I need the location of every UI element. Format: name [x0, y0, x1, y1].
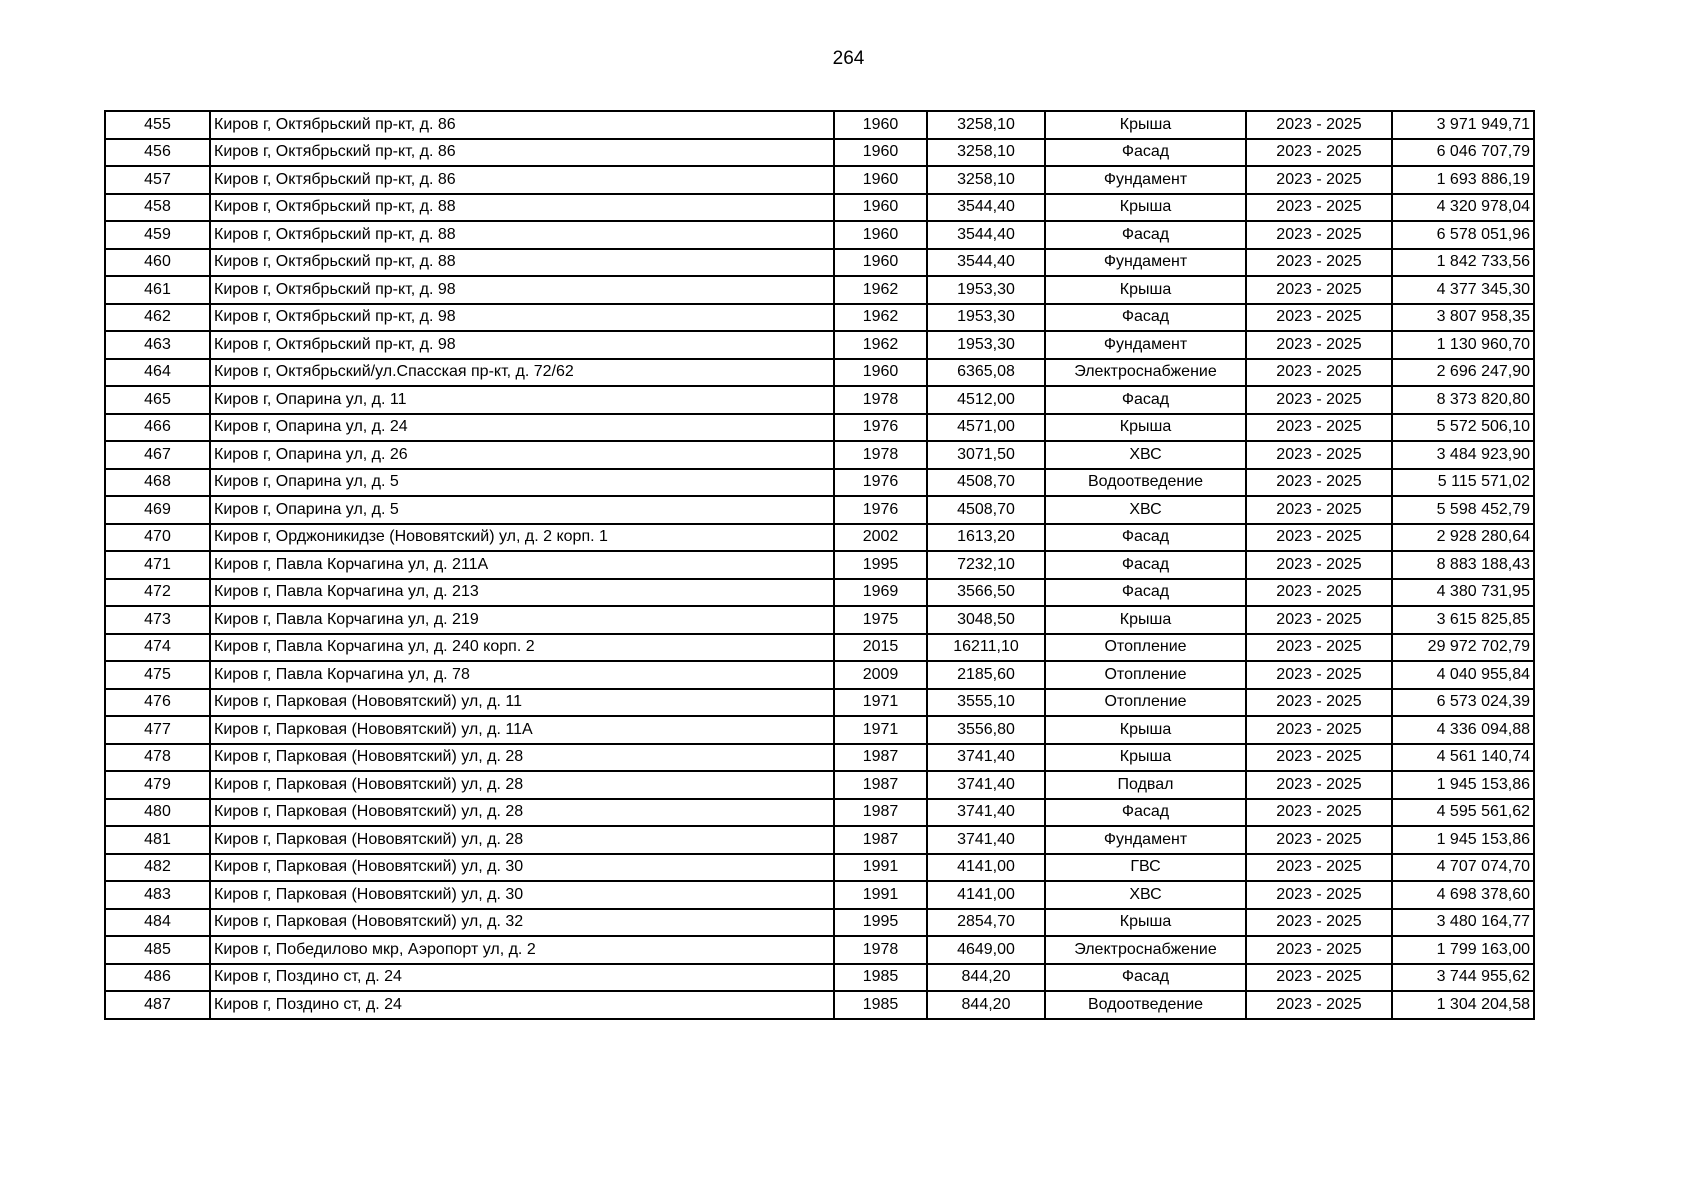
work-type-cell: Подвал	[1045, 771, 1246, 799]
cost-cell: 5 572 506,10	[1392, 414, 1534, 442]
table-row	[105, 276, 1534, 304]
period-cell: 2023 - 2025	[1246, 991, 1392, 1019]
row-number-cell: 464	[105, 359, 210, 387]
row-number-cell: 455	[105, 111, 210, 139]
area-cell: 3048,50	[927, 606, 1045, 634]
work-type-cell: Фундамент	[1045, 249, 1246, 277]
cost-cell: 6 046 707,79	[1392, 139, 1534, 167]
table-row	[105, 716, 1534, 744]
row-number-cell: 461	[105, 276, 210, 304]
work-type-cell: Крыша	[1045, 716, 1246, 744]
cost-cell: 1 304 204,58	[1392, 991, 1534, 1019]
cost-cell: 4 698 378,60	[1392, 881, 1534, 909]
work-type-cell: ГВС	[1045, 854, 1246, 882]
work-type-cell: Фасад	[1045, 304, 1246, 332]
address-cell: Киров г, Октябрьский/ул.Спасская пр-кт, д. 72/62	[210, 359, 834, 387]
year-built-cell: 1960	[834, 166, 927, 194]
area-cell: 3555,10	[927, 689, 1045, 717]
period-cell: 2023 - 2025	[1246, 166, 1392, 194]
year-built-cell: 1960	[834, 221, 927, 249]
row-number-cell: 474	[105, 634, 210, 662]
period-cell: 2023 - 2025	[1246, 881, 1392, 909]
table-row	[105, 166, 1534, 194]
table-row	[105, 359, 1534, 387]
address-cell: Киров г, Парковая (Нововятский) ул, д. 32	[210, 909, 834, 937]
work-type-cell: Фасад	[1045, 524, 1246, 552]
cost-cell: 4 336 094,88	[1392, 716, 1534, 744]
area-cell: 3566,50	[927, 579, 1045, 607]
table-row	[105, 881, 1534, 909]
row-number-cell: 483	[105, 881, 210, 909]
period-cell: 2023 - 2025	[1246, 139, 1392, 167]
cost-cell: 6 578 051,96	[1392, 221, 1534, 249]
table-row	[105, 496, 1534, 524]
period-cell: 2023 - 2025	[1246, 304, 1392, 332]
row-number-cell: 475	[105, 661, 210, 689]
address-cell: Киров г, Парковая (Нововятский) ул, д. 30	[210, 881, 834, 909]
area-cell: 3544,40	[927, 221, 1045, 249]
area-cell: 844,20	[927, 964, 1045, 992]
row-number-cell: 471	[105, 551, 210, 579]
period-cell: 2023 - 2025	[1246, 249, 1392, 277]
period-cell: 2023 - 2025	[1246, 579, 1392, 607]
page-number: 264	[832, 48, 865, 69]
row-number-cell: 457	[105, 166, 210, 194]
work-type-cell: Отопление	[1045, 689, 1246, 717]
table-row	[105, 744, 1534, 772]
work-type-cell: Водоотведение	[1045, 469, 1246, 497]
table-row	[105, 441, 1534, 469]
cost-cell: 4 595 561,62	[1392, 799, 1534, 827]
area-cell: 3741,40	[927, 799, 1045, 827]
year-built-cell: 1987	[834, 771, 927, 799]
year-built-cell: 1995	[834, 909, 927, 937]
area-cell: 1953,30	[927, 304, 1045, 332]
period-cell: 2023 - 2025	[1246, 496, 1392, 524]
table-row	[105, 194, 1534, 222]
row-number-cell: 467	[105, 441, 210, 469]
year-built-cell: 1987	[834, 744, 927, 772]
period-cell: 2023 - 2025	[1246, 441, 1392, 469]
cost-cell: 4 377 345,30	[1392, 276, 1534, 304]
cost-cell: 8 883 188,43	[1392, 551, 1534, 579]
work-type-cell: Фасад	[1045, 551, 1246, 579]
address-cell: Киров г, Павла Корчагина ул, д. 213	[210, 579, 834, 607]
work-type-cell: Фасад	[1045, 221, 1246, 249]
address-cell: Киров г, Парковая (Нововятский) ул, д. 28	[210, 771, 834, 799]
area-cell: 3258,10	[927, 139, 1045, 167]
address-cell: Киров г, Поздино ст, д. 24	[210, 964, 834, 992]
cost-cell: 2 696 247,90	[1392, 359, 1534, 387]
year-built-cell: 1971	[834, 689, 927, 717]
row-number-cell: 478	[105, 744, 210, 772]
area-cell: 6365,08	[927, 359, 1045, 387]
year-built-cell: 1962	[834, 304, 927, 332]
row-number-cell: 480	[105, 799, 210, 827]
table-row	[105, 469, 1534, 497]
area-cell: 3556,80	[927, 716, 1045, 744]
row-number-cell: 473	[105, 606, 210, 634]
year-built-cell: 2015	[834, 634, 927, 662]
year-built-cell: 1960	[834, 111, 927, 139]
address-cell: Киров г, Парковая (Нововятский) ул, д. 11А	[210, 716, 834, 744]
year-built-cell: 1978	[834, 936, 927, 964]
period-cell: 2023 - 2025	[1246, 386, 1392, 414]
year-built-cell: 1987	[834, 826, 927, 854]
cost-cell: 1 799 163,00	[1392, 936, 1534, 964]
area-cell: 1953,30	[927, 331, 1045, 359]
year-built-cell: 1969	[834, 579, 927, 607]
table-row	[105, 964, 1534, 992]
table-row	[105, 799, 1534, 827]
period-cell: 2023 - 2025	[1246, 909, 1392, 937]
cost-cell: 8 373 820,80	[1392, 386, 1534, 414]
table-row	[105, 909, 1534, 937]
cost-cell: 3 484 923,90	[1392, 441, 1534, 469]
period-cell: 2023 - 2025	[1246, 221, 1392, 249]
work-type-cell: Крыша	[1045, 414, 1246, 442]
cost-cell: 3 807 958,35	[1392, 304, 1534, 332]
table-row	[105, 111, 1534, 139]
year-built-cell: 2002	[834, 524, 927, 552]
period-cell: 2023 - 2025	[1246, 606, 1392, 634]
cost-cell: 5 115 571,02	[1392, 469, 1534, 497]
period-cell: 2023 - 2025	[1246, 331, 1392, 359]
cost-cell: 1 842 733,56	[1392, 249, 1534, 277]
year-built-cell: 1962	[834, 331, 927, 359]
address-cell: Киров г, Победилово мкр, Аэропорт ул, д. 2	[210, 936, 834, 964]
address-cell: Киров г, Опарина ул, д. 5	[210, 496, 834, 524]
period-cell: 2023 - 2025	[1246, 826, 1392, 854]
row-number-cell: 458	[105, 194, 210, 222]
year-built-cell: 1975	[834, 606, 927, 634]
work-type-cell: Крыша	[1045, 111, 1246, 139]
area-cell: 4508,70	[927, 469, 1045, 497]
address-cell: Киров г, Октябрьский пр-кт, д. 86	[210, 111, 834, 139]
year-built-cell: 1978	[834, 386, 927, 414]
row-number-cell: 462	[105, 304, 210, 332]
table-row	[105, 579, 1534, 607]
area-cell: 4571,00	[927, 414, 1045, 442]
row-number-cell: 479	[105, 771, 210, 799]
cost-cell: 6 573 024,39	[1392, 689, 1534, 717]
year-built-cell: 1995	[834, 551, 927, 579]
cost-cell: 1 945 153,86	[1392, 826, 1534, 854]
year-built-cell: 1962	[834, 276, 927, 304]
address-cell: Киров г, Парковая (Нововятский) ул, д. 30	[210, 854, 834, 882]
address-cell: Киров г, Октябрьский пр-кт, д. 88	[210, 194, 834, 222]
table-row	[105, 854, 1534, 882]
cost-cell: 4 561 140,74	[1392, 744, 1534, 772]
work-type-cell: ХВС	[1045, 881, 1246, 909]
cost-cell: 1 945 153,86	[1392, 771, 1534, 799]
period-cell: 2023 - 2025	[1246, 551, 1392, 579]
period-cell: 2023 - 2025	[1246, 276, 1392, 304]
year-built-cell: 1960	[834, 194, 927, 222]
row-number-cell: 476	[105, 689, 210, 717]
work-type-cell: Фундамент	[1045, 331, 1246, 359]
work-type-cell: ХВС	[1045, 441, 1246, 469]
area-cell: 7232,10	[927, 551, 1045, 579]
table-row	[105, 689, 1534, 717]
address-cell: Киров г, Парковая (Нововятский) ул, д. 11	[210, 689, 834, 717]
address-cell: Киров г, Павла Корчагина ул, д. 240 корп. 2	[210, 634, 834, 662]
row-number-cell: 472	[105, 579, 210, 607]
work-type-cell: Отопление	[1045, 661, 1246, 689]
year-built-cell: 2009	[834, 661, 927, 689]
year-built-cell: 1960	[834, 139, 927, 167]
address-cell: Киров г, Поздино ст, д. 24	[210, 991, 834, 1019]
area-cell: 1613,20	[927, 524, 1045, 552]
address-cell: Киров г, Павла Корчагина ул, д. 211А	[210, 551, 834, 579]
cost-cell: 3 615 825,85	[1392, 606, 1534, 634]
row-number-cell: 465	[105, 386, 210, 414]
address-cell: Киров г, Орджоникидзе (Нововятский) ул, д. 2 корп. 1	[210, 524, 834, 552]
area-cell: 4141,00	[927, 854, 1045, 882]
cost-cell: 3 480 164,77	[1392, 909, 1534, 937]
row-number-cell: 470	[105, 524, 210, 552]
period-cell: 2023 - 2025	[1246, 854, 1392, 882]
area-cell: 3741,40	[927, 826, 1045, 854]
period-cell: 2023 - 2025	[1246, 469, 1392, 497]
area-cell: 4649,00	[927, 936, 1045, 964]
cost-cell: 4 380 731,95	[1392, 579, 1534, 607]
cost-cell: 5 598 452,79	[1392, 496, 1534, 524]
year-built-cell: 1985	[834, 991, 927, 1019]
table-row	[105, 331, 1534, 359]
work-type-cell: Фасад	[1045, 964, 1246, 992]
work-type-cell: Фасад	[1045, 386, 1246, 414]
table-row	[105, 826, 1534, 854]
repair-register-table	[104, 110, 1535, 1020]
address-cell: Киров г, Опарина ул, д. 26	[210, 441, 834, 469]
work-type-cell: Фасад	[1045, 139, 1246, 167]
work-type-cell: Фасад	[1045, 799, 1246, 827]
row-number-cell: 468	[105, 469, 210, 497]
area-cell: 2185,60	[927, 661, 1045, 689]
work-type-cell: Крыша	[1045, 744, 1246, 772]
period-cell: 2023 - 2025	[1246, 689, 1392, 717]
table-row	[105, 139, 1534, 167]
row-number-cell: 484	[105, 909, 210, 937]
cost-cell: 2 928 280,64	[1392, 524, 1534, 552]
period-cell: 2023 - 2025	[1246, 661, 1392, 689]
work-type-cell: Фундамент	[1045, 826, 1246, 854]
address-cell: Киров г, Парковая (Нововятский) ул, д. 28	[210, 826, 834, 854]
cost-cell: 1 693 886,19	[1392, 166, 1534, 194]
row-number-cell: 477	[105, 716, 210, 744]
table-row	[105, 221, 1534, 249]
period-cell: 2023 - 2025	[1246, 744, 1392, 772]
area-cell: 3741,40	[927, 744, 1045, 772]
area-cell: 844,20	[927, 991, 1045, 1019]
table-row	[105, 661, 1534, 689]
row-number-cell: 482	[105, 854, 210, 882]
address-cell: Киров г, Опарина ул, д. 11	[210, 386, 834, 414]
year-built-cell: 1976	[834, 414, 927, 442]
work-type-cell: Водоотведение	[1045, 991, 1246, 1019]
area-cell: 3544,40	[927, 194, 1045, 222]
period-cell: 2023 - 2025	[1246, 716, 1392, 744]
row-number-cell: 463	[105, 331, 210, 359]
row-number-cell: 481	[105, 826, 210, 854]
row-number-cell: 459	[105, 221, 210, 249]
work-type-cell: Крыша	[1045, 909, 1246, 937]
address-cell: Киров г, Октябрьский пр-кт, д. 86	[210, 139, 834, 167]
area-cell: 16211,10	[927, 634, 1045, 662]
table-row	[105, 991, 1534, 1019]
table-row	[105, 936, 1534, 964]
table-body	[105, 111, 1534, 1019]
address-cell: Киров г, Октябрьский пр-кт, д. 86	[210, 166, 834, 194]
work-type-cell: Фасад	[1045, 579, 1246, 607]
year-built-cell: 1978	[834, 441, 927, 469]
period-cell: 2023 - 2025	[1246, 359, 1392, 387]
year-built-cell: 1985	[834, 964, 927, 992]
cost-cell: 1 130 960,70	[1392, 331, 1534, 359]
period-cell: 2023 - 2025	[1246, 111, 1392, 139]
area-cell: 3258,10	[927, 111, 1045, 139]
table-row	[105, 386, 1534, 414]
address-cell: Киров г, Октябрьский пр-кт, д. 98	[210, 331, 834, 359]
row-number-cell: 469	[105, 496, 210, 524]
period-cell: 2023 - 2025	[1246, 964, 1392, 992]
work-type-cell: Фундамент	[1045, 166, 1246, 194]
address-cell: Киров г, Павла Корчагина ул, д. 78	[210, 661, 834, 689]
period-cell: 2023 - 2025	[1246, 936, 1392, 964]
area-cell: 4141,00	[927, 881, 1045, 909]
table-row	[105, 551, 1534, 579]
year-built-cell: 1976	[834, 496, 927, 524]
table-row	[105, 414, 1534, 442]
table-row	[105, 304, 1534, 332]
cost-cell: 29 972 702,79	[1392, 634, 1534, 662]
address-cell: Киров г, Опарина ул, д. 5	[210, 469, 834, 497]
area-cell: 2854,70	[927, 909, 1045, 937]
area-cell: 3544,40	[927, 249, 1045, 277]
row-number-cell: 487	[105, 991, 210, 1019]
period-cell: 2023 - 2025	[1246, 799, 1392, 827]
year-built-cell: 1960	[834, 249, 927, 277]
year-built-cell: 1971	[834, 716, 927, 744]
table-row	[105, 634, 1534, 662]
year-built-cell: 1987	[834, 799, 927, 827]
period-cell: 2023 - 2025	[1246, 771, 1392, 799]
address-cell: Киров г, Опарина ул, д. 24	[210, 414, 834, 442]
year-built-cell: 1976	[834, 469, 927, 497]
work-type-cell: Отопление	[1045, 634, 1246, 662]
row-number-cell: 460	[105, 249, 210, 277]
row-number-cell: 486	[105, 964, 210, 992]
work-type-cell: Электроснабжение	[1045, 359, 1246, 387]
work-type-cell: Крыша	[1045, 194, 1246, 222]
period-cell: 2023 - 2025	[1246, 194, 1392, 222]
address-cell: Киров г, Октябрьский пр-кт, д. 98	[210, 304, 834, 332]
work-type-cell: Электроснабжение	[1045, 936, 1246, 964]
table-row	[105, 606, 1534, 634]
row-number-cell: 456	[105, 139, 210, 167]
year-built-cell: 1960	[834, 359, 927, 387]
address-cell: Киров г, Павла Корчагина ул, д. 219	[210, 606, 834, 634]
table-row	[105, 771, 1534, 799]
area-cell: 1953,30	[927, 276, 1045, 304]
cost-cell: 4 040 955,84	[1392, 661, 1534, 689]
address-cell: Киров г, Октябрьский пр-кт, д. 88	[210, 249, 834, 277]
address-cell: Киров г, Парковая (Нововятский) ул, д. 28	[210, 744, 834, 772]
work-type-cell: ХВС	[1045, 496, 1246, 524]
year-built-cell: 1991	[834, 881, 927, 909]
table-row	[105, 249, 1534, 277]
row-number-cell: 485	[105, 936, 210, 964]
area-cell: 3071,50	[927, 441, 1045, 469]
area-cell: 3258,10	[927, 166, 1045, 194]
row-number-cell: 466	[105, 414, 210, 442]
cost-cell: 4 320 978,04	[1392, 194, 1534, 222]
cost-cell: 4 707 074,70	[1392, 854, 1534, 882]
area-cell: 4508,70	[927, 496, 1045, 524]
address-cell: Киров г, Парковая (Нововятский) ул, д. 28	[210, 799, 834, 827]
period-cell: 2023 - 2025	[1246, 634, 1392, 662]
area-cell: 4512,00	[927, 386, 1045, 414]
work-type-cell: Крыша	[1045, 276, 1246, 304]
year-built-cell: 1991	[834, 854, 927, 882]
cost-cell: 3 744 955,62	[1392, 964, 1534, 992]
address-cell: Киров г, Октябрьский пр-кт, д. 88	[210, 221, 834, 249]
address-cell: Киров г, Октябрьский пр-кт, д. 98	[210, 276, 834, 304]
area-cell: 3741,40	[927, 771, 1045, 799]
period-cell: 2023 - 2025	[1246, 524, 1392, 552]
cost-cell: 3 971 949,71	[1392, 111, 1534, 139]
table-row	[105, 524, 1534, 552]
period-cell: 2023 - 2025	[1246, 414, 1392, 442]
work-type-cell: Крыша	[1045, 606, 1246, 634]
